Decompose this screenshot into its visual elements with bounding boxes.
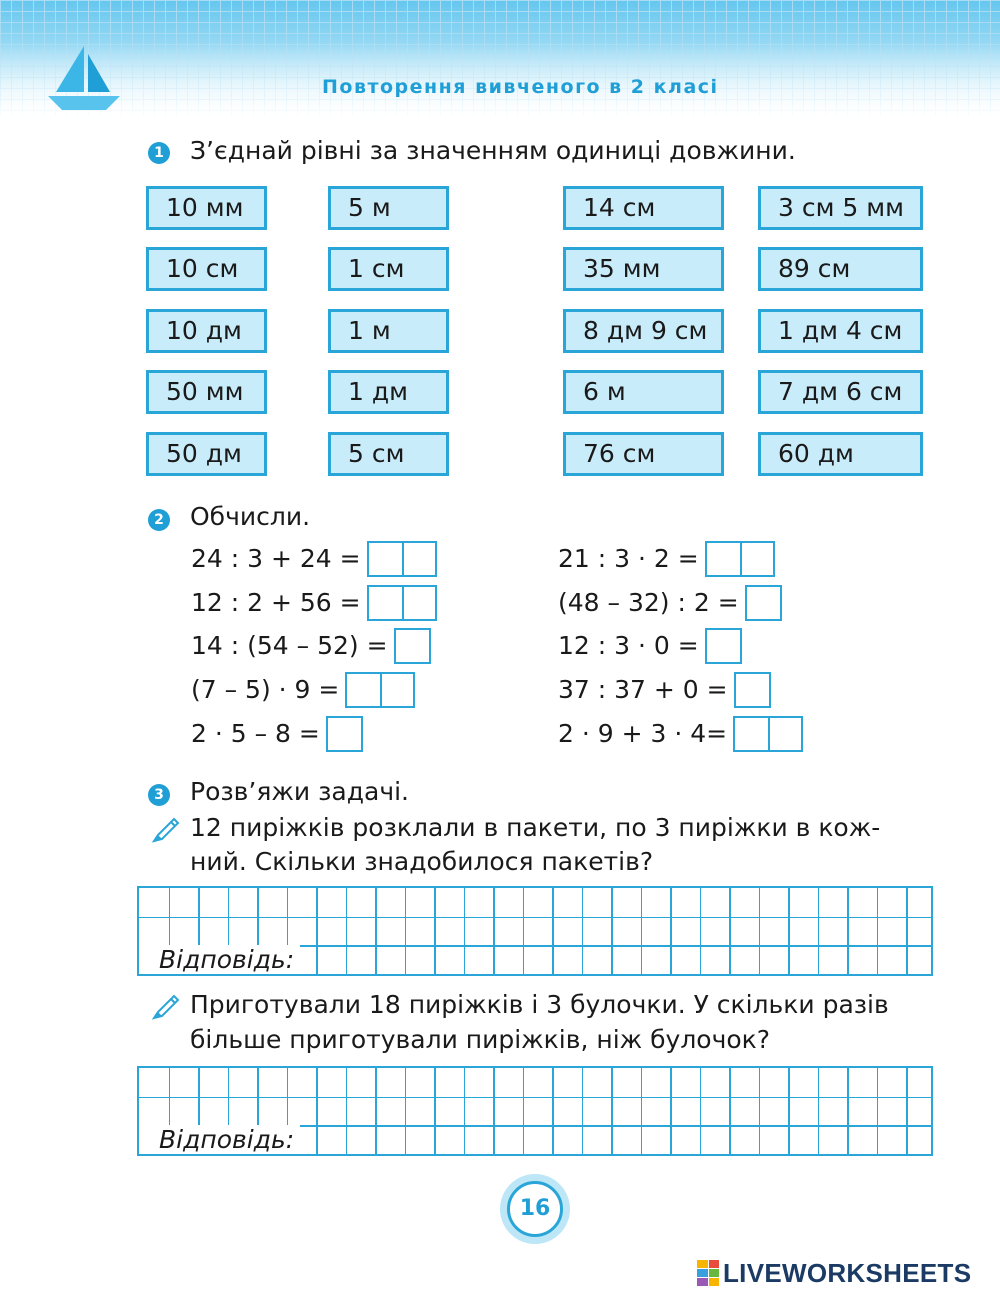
grid-line [375,1068,377,1154]
grid-line [788,888,790,974]
answer-label: Відповідь: [139,945,300,974]
grid-line [552,1068,554,1154]
unit-box[interactable]: 35 мм [563,247,724,291]
answer-box[interactable] [745,585,782,621]
unit-box[interactable]: 76 см [563,432,724,476]
liveworksheets-logo-icon [697,1260,719,1286]
math-expression: 12 : 2 + 56 = [191,588,361,617]
unit-box[interactable]: 3 см 5 мм [758,186,923,230]
math-expression: (48 – 32) : 2 = [558,588,739,617]
math-expression: (7 – 5) · 9 = [191,675,340,704]
answer-box[interactable] [367,585,437,621]
unit-box[interactable]: 8 дм 9 см [563,309,724,353]
answer-digit-cell[interactable] [707,630,740,662]
grid-line [670,888,672,974]
grid-line [346,888,348,974]
page-number: 16 [507,1181,563,1237]
answer-digit-cell[interactable] [369,587,402,619]
unit-box[interactable]: 6 м [563,370,724,414]
grid-line [316,888,318,974]
grid-line [847,888,849,974]
unit-box[interactable]: 1 м [328,309,449,353]
unit-box[interactable]: 50 дм [146,432,267,476]
grid-line [847,1068,849,1154]
answer-digit-cell[interactable] [768,718,801,750]
unit-box[interactable]: 1 дм [328,370,449,414]
grid-line [405,1068,407,1154]
grid-line [523,888,525,974]
answer-digit-cell[interactable] [735,718,768,750]
answer-box[interactable] [705,628,742,664]
grid-line [670,1068,672,1154]
liveworksheets-brand: LIVEWORKSHEETS [723,1257,972,1288]
problem2-text-line2: більше приготували пиріжків, ніж булочок? [190,1025,771,1054]
math-expression: 24 : 3 + 24 = [191,544,361,573]
answer-digit-cell[interactable] [347,674,380,706]
sailboat-icon [44,40,124,112]
grid-line [611,1068,613,1154]
grid-line [434,888,436,974]
task-number-badge: 1 [148,142,170,164]
unit-box[interactable]: 10 дм [146,309,267,353]
unit-box[interactable]: 60 дм [758,432,923,476]
grid-line [582,1068,584,1154]
answer-digit-cell[interactable] [740,543,773,575]
task1-prompt: З’єднай рівні за значенням одиниці довжини. [190,136,796,165]
page-number-badge [500,1174,570,1244]
grid-line [700,1068,702,1154]
answer-digit-cell[interactable] [747,587,780,619]
grid-line [611,888,613,974]
grid-line [641,888,643,974]
grid-line [729,888,731,974]
grid-line [759,1068,761,1154]
answer-label: Відповідь: [139,1125,300,1154]
grid-line [346,1068,348,1154]
grid-line [552,888,554,974]
answer-digit-cell[interactable] [369,543,402,575]
grid-line [405,888,407,974]
answer-box[interactable] [734,672,771,708]
answer-digit-cell[interactable] [707,543,740,575]
pencil-icon [150,992,182,1024]
grid-line [464,888,466,974]
grid-line [434,1068,436,1154]
liveworksheets-logo [697,1258,971,1288]
grid-line [493,888,495,974]
grid-line [582,888,584,974]
math-expression: 2 · 5 – 8 = [191,719,320,748]
answer-box[interactable] [326,716,363,752]
problem1-text-line2: ний. Скільки знадобилося пакетів? [190,847,654,876]
answer-digit-cell[interactable] [380,674,413,706]
section-title: Повторення вивченого в 2 класі [322,76,719,98]
math-expression: 14 : (54 – 52) = [191,631,388,660]
grid-line [759,888,761,974]
answer-box[interactable] [367,541,437,577]
unit-box[interactable]: 5 см [328,432,449,476]
header-grid-band [0,0,1000,120]
unit-box[interactable]: 10 см [146,247,267,291]
unit-box[interactable]: 1 дм 4 см [758,309,923,353]
answer-box[interactable] [733,716,803,752]
task3-prompt: Розв’яжи задачі. [190,777,409,806]
grid-line [464,1068,466,1154]
task-number-badge: 3 [148,784,170,806]
unit-box[interactable]: 5 м [328,186,449,230]
answer-box[interactable] [705,541,775,577]
answer-digit-cell[interactable] [402,543,435,575]
grid-line [906,1068,908,1154]
unit-box[interactable]: 7 дм 6 см [758,370,923,414]
math-expression: 37 : 37 + 0 = [558,675,728,704]
unit-box[interactable]: 50 мм [146,370,267,414]
grid-line [818,1068,820,1154]
answer-box[interactable] [345,672,415,708]
problem2-text-line1: Приготували 18 пиріжків і 3 булочки. У скільки разів [190,990,889,1019]
grid-line [906,888,908,974]
answer-digit-cell[interactable] [328,718,361,750]
math-expression: 12 : 3 · 0 = [558,631,699,660]
grid-line [877,888,879,974]
task-number-badge: 2 [148,509,170,531]
grid-line [523,1068,525,1154]
answer-box[interactable] [394,628,431,664]
problem1-text-line1: 12 пиріжків розклали в пакети, по 3 пиріжки в кож- [190,813,881,842]
grid-line [788,1068,790,1154]
grid-line [729,1068,731,1154]
grid-line [493,1068,495,1154]
unit-box[interactable]: 89 см [758,247,923,291]
answer-digit-cell[interactable] [736,674,769,706]
math-expression: 21 : 3 · 2 = [558,544,699,573]
task2-prompt: Обчисли. [190,502,311,531]
grid-line [641,1068,643,1154]
answer-digit-cell[interactable] [396,630,429,662]
grid-line [375,888,377,974]
unit-box[interactable]: 14 см [563,186,724,230]
grid-line [818,888,820,974]
grid-line [700,888,702,974]
pencil-icon [150,815,182,847]
answer-digit-cell[interactable] [402,587,435,619]
math-expression: 2 · 9 + 3 · 4= [558,719,728,748]
unit-box[interactable]: 1 см [328,247,449,291]
grid-line [316,1068,318,1154]
unit-box[interactable]: 10 мм [146,186,267,230]
grid-line [877,1068,879,1154]
